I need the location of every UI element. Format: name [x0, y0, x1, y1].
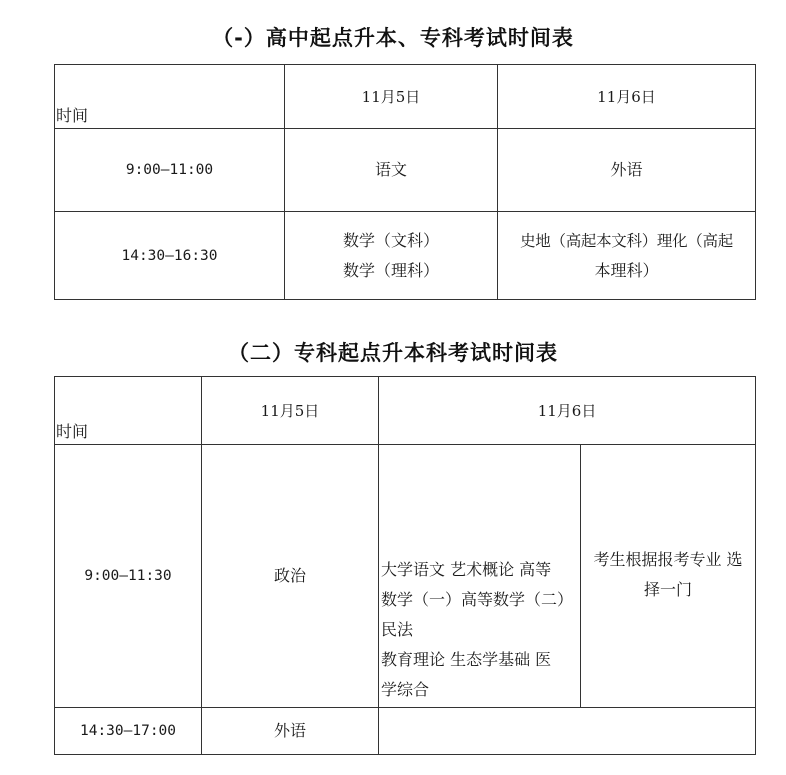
table-header-row: [55, 65, 756, 129]
subject-cell: [498, 129, 756, 212]
time-column-header: 时间: [55, 377, 202, 445]
day2-column-header: 11月6日: [498, 65, 756, 129]
time-cell: 9:00—11:00: [55, 129, 285, 212]
subject-cell: [581, 445, 756, 708]
subject-line: 择一门: [644, 580, 693, 599]
subject-cell: [379, 445, 581, 708]
table2-title: （二）专科起点升本科考试时间表: [228, 341, 558, 365]
subject-line: 数学（文科）: [342, 230, 439, 250]
subject-line: 外语: [610, 160, 643, 179]
subject-cell: [379, 708, 756, 755]
subject-cell: 外语: [202, 708, 379, 755]
subject-line: 本理科）: [594, 260, 659, 280]
table-row: [55, 708, 756, 755]
subject-line: 考生根据报考专业 选: [593, 550, 743, 569]
subject-line: 学综合: [381, 680, 430, 699]
time-cell: 14:30—17:00: [55, 708, 202, 755]
subject-cell: 政治: [202, 445, 379, 708]
subject-cell: [498, 212, 756, 300]
subject-line: 语文: [374, 160, 407, 179]
day1-column-header: 11月5日: [202, 377, 379, 445]
table-row: [55, 445, 756, 708]
day1-column-header: 11月5日: [285, 65, 498, 129]
day2-column-header: 11月6日: [379, 377, 756, 445]
time-cell: 14:30—16:30: [55, 212, 285, 300]
table-row: [55, 129, 756, 212]
time-cell: 9:00—11:30: [55, 445, 202, 708]
subject-cell: [285, 129, 498, 212]
time-column-header: 时间: [55, 65, 285, 129]
subject-line: 民法: [381, 620, 414, 639]
subject-line: 大学语文 艺术概论 高等: [381, 560, 552, 579]
table1-title: （-）高中起点升本、专科考试时间表: [212, 26, 574, 50]
subject-line: 数学（一）高等数学（二）: [381, 590, 574, 609]
schedule-table-high-school: [54, 64, 756, 300]
schedule-table-junior-college: [54, 376, 756, 755]
subject-cell: [285, 212, 498, 300]
subject-line: 教育理论 生态学基础 医: [381, 650, 552, 669]
table-header-row: [55, 377, 756, 445]
subject-line: 数学（理科）: [342, 260, 439, 280]
table-row: [55, 212, 756, 300]
subject-line: 史地（高起本文科）理化（高起: [520, 231, 733, 250]
